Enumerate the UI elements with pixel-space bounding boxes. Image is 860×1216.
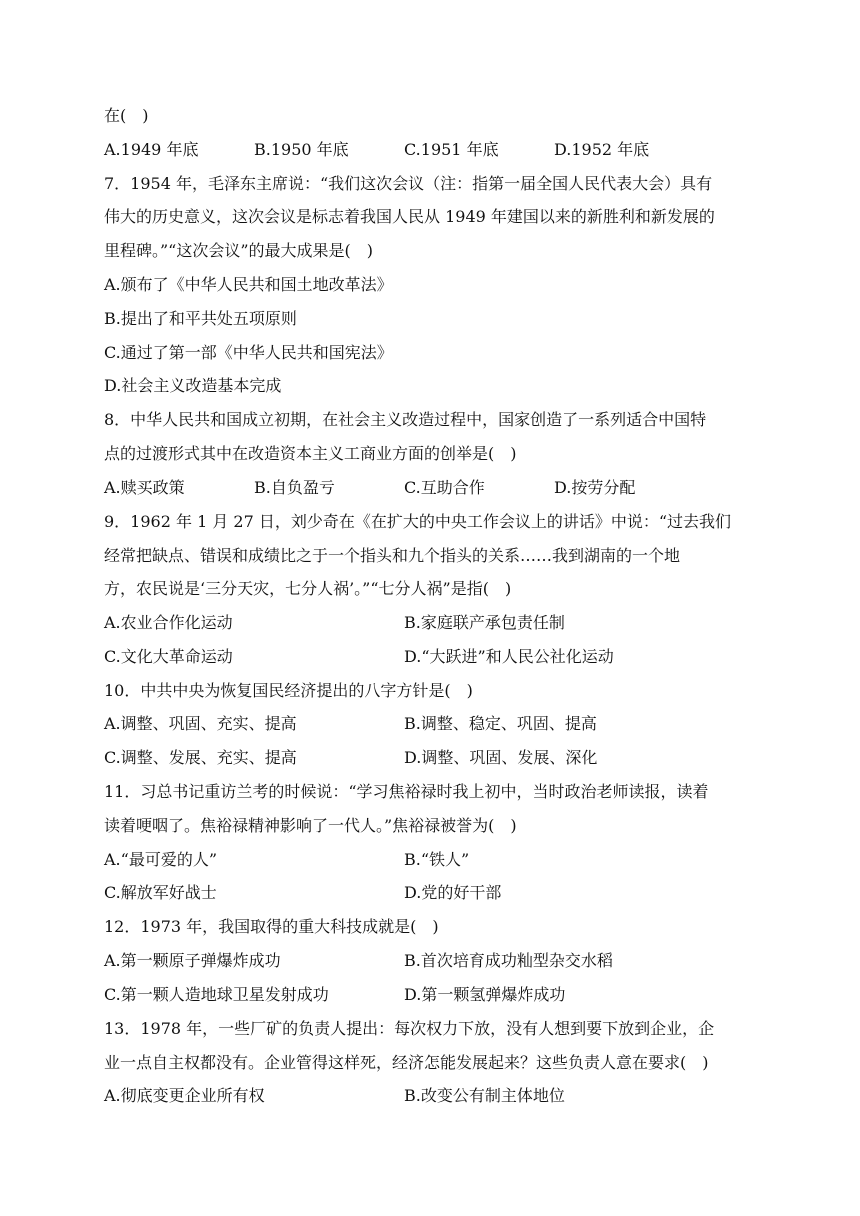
q7-stem-line: 里程碑。”“这次会议”的最大成果是( ) <box>104 241 374 260</box>
q9-option-c: C.文化大革命运动 <box>104 647 233 666</box>
q11-option-b: B.“铁人” <box>404 850 470 869</box>
q7-option-c: C.通过了第一部《中华人民共和国宪法》 <box>104 343 393 362</box>
q12-option-c: C.第一颗人造地球卫星发射成功 <box>104 985 329 1004</box>
q7-stem-line: 伟大的历史意义，这次会议是标志着我国人民从 1949 年建国以来的新胜利和新发展的 <box>104 207 715 226</box>
q11-option-c: C.解放军好战士 <box>104 883 217 902</box>
q12-option-d: D.第一颗氢弹爆炸成功 <box>404 985 566 1004</box>
q11-stem-line: 11．习总书记重访兰考的时候说：“学习焦裕禄时我上初中，当时政治老师读报，读着 <box>104 782 709 801</box>
q8-stem-line: 8．中华人民共和国成立初期，在社会主义改造过程中，国家创造了一系列适合中国特 <box>104 410 707 429</box>
q12-option-a: A.第一颗原子弹爆炸成功 <box>104 951 281 970</box>
q10-option-a: A.调整、巩固、充实、提高 <box>104 714 297 733</box>
q8-options <box>104 477 764 499</box>
q6-option-d: D.1952 年底 <box>554 140 650 159</box>
q10-options-row <box>104 713 764 735</box>
q6-option-c: C.1951 年底 <box>404 140 499 159</box>
q9-option-b: B.家庭联产承包责任制 <box>404 613 565 632</box>
q9-stem-line: 经常把缺点、错误和成绩比之于一个指头和九个指头的关系……我到湖南的一个地 <box>104 546 681 565</box>
q13-option-b: B.改变公有制主体地位 <box>404 1086 565 1105</box>
q13-options-row <box>104 1085 764 1107</box>
q10-option-c: C.调整、发展、充实、提高 <box>104 748 297 767</box>
q6-option-a: A.1949 年底 <box>104 140 199 159</box>
q9-option-a: A.农业合作化运动 <box>104 613 233 632</box>
q10-options-row <box>104 747 764 769</box>
q7-option-d: D.社会主义改造基本完成 <box>104 376 282 395</box>
q13-option-a: A.彻底变更企业所有权 <box>104 1086 265 1105</box>
q9-stem-line: 方，农民说是‘三分天灾，七分人祸’。”“七分人祸”是指( ) <box>104 579 512 598</box>
q6-options <box>104 139 764 161</box>
q6-option-b: B.1950 年底 <box>254 140 349 159</box>
q9-option-d: D.“大跃进”和人民公社化运动 <box>404 647 614 666</box>
q8-option-b: B.自负盈亏 <box>254 478 335 497</box>
q6-stem-tail: 在( ) <box>104 106 149 125</box>
q12-options-row <box>104 984 764 1006</box>
q13-stem-line: 13．1978 年，一些厂矿的负责人提出：每次权力下放，没有人想到要下放到企业，企 <box>104 1019 715 1038</box>
q7-option-a: A.颁布了《中华人民共和国土地改革法》 <box>104 275 393 294</box>
q8-option-a: A.赎买政策 <box>104 478 185 497</box>
q7-stem-line: 7．1954 年，毛泽东主席说：“我们这次会议（注：指第一届全国人民代表大会）具有 <box>104 174 713 193</box>
q10-option-d: D.调整、巩固、发展、深化 <box>404 748 598 767</box>
q10-option-b: B.调整、稳定、巩固、提高 <box>404 714 597 733</box>
q12-stem-line: 12．1973 年，我国取得的重大科技成就是( ) <box>104 917 439 936</box>
q12-option-b: B.首次培育成功籼型杂交水稻 <box>404 951 613 970</box>
q11-options-row <box>104 849 764 871</box>
q7-option-b: B.提出了和平共处五项原则 <box>104 309 297 328</box>
q11-stem-line: 读着哽咽了。焦裕禄精神影响了一代人。”焦裕禄被誉为( ) <box>104 816 517 835</box>
q11-option-a: A.“最可爱的人” <box>104 850 218 869</box>
q8-stem-line: 点的过渡形式其中在改造资本主义工商业方面的创举是( ) <box>104 444 517 463</box>
q11-option-d: D.党的好干部 <box>404 883 502 902</box>
q9-options-row <box>104 612 764 634</box>
q12-options-row <box>104 950 764 972</box>
q11-options-row <box>104 882 764 904</box>
q9-options-row <box>104 646 764 668</box>
q13-stem-line: 业一点自主权都没有。企业管得这样死，经济怎能发展起来？这些负责人意在要求( ) <box>104 1053 709 1072</box>
q9-stem-line: 9．1962 年 1 月 27 日，刘少奇在《在扩大的中央工作会议上的讲话》中说：“过去我们 <box>104 512 732 531</box>
q8-option-c: C.互助合作 <box>404 478 485 497</box>
q8-option-d: D.按劳分配 <box>554 478 636 497</box>
q10-stem-line: 10．中共中央为恢复国民经济提出的八字方针是( ) <box>104 681 473 700</box>
